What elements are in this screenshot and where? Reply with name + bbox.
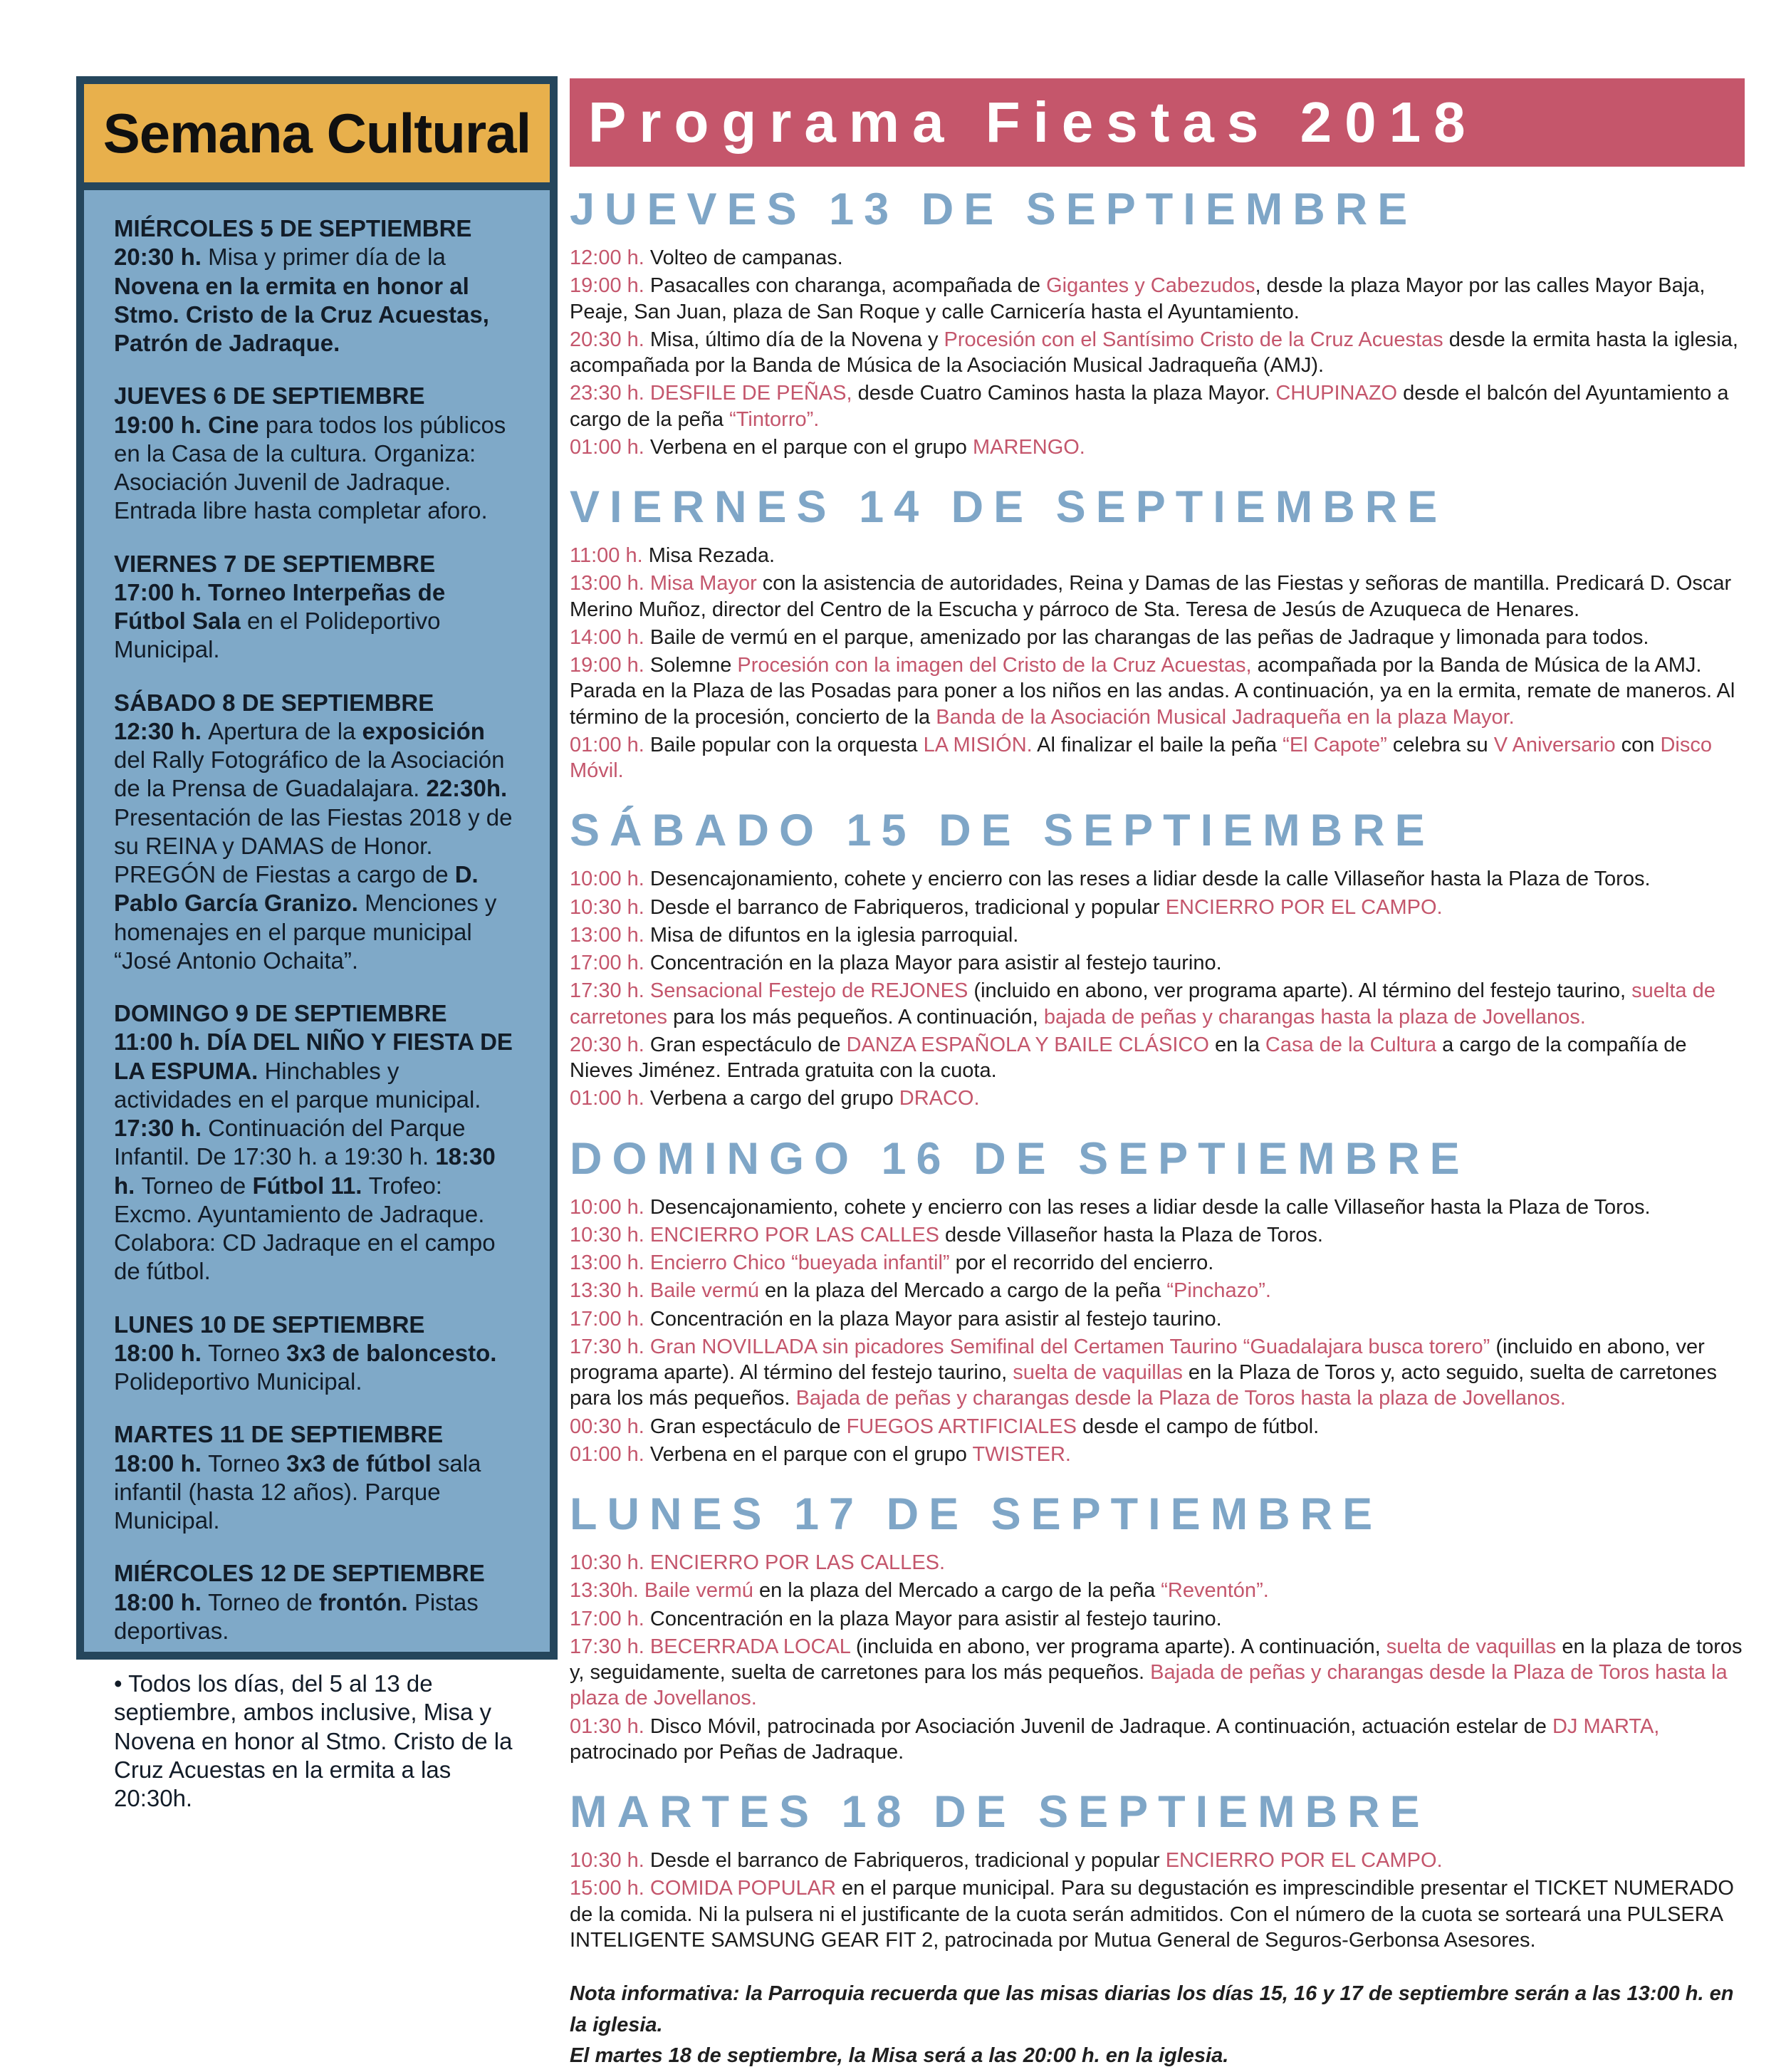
text-segment: Gigantes y Cabezudos (1046, 274, 1255, 298)
text-segment: DJ MARTA, (1552, 1714, 1660, 1738)
event-row (570, 273, 1745, 325)
note-line: Nota informativa: la Parroquia recuerda que las misas diarias los días 15, 16 y 17 de septiembre serán a las 13:00 h. en la iglesia. (570, 1982, 1734, 2036)
text-segment: 22:30h. (426, 775, 508, 802)
event-time: 19:00 h. Cine (114, 411, 266, 438)
text-segment: • Todos los días, del 5 al 13 de septiembre, ambos inclusive, Misa y Novena en honor al Stmo. Cristo de la Cruz Acuestas en la ermita a las 20:30h. (114, 1670, 513, 1811)
sidebar-entry (114, 214, 521, 358)
event-row (570, 543, 1745, 568)
sidebar-entry (114, 689, 521, 976)
event-time: 10:30 h. ENCIERRO POR LAS CALLES. (570, 1551, 946, 1574)
text-segment: V Aniversario (1493, 733, 1616, 756)
text-segment: en la (1208, 1033, 1265, 1056)
event-row (570, 571, 1745, 623)
event-time: 11:00 h. DÍA DEL NIÑO Y FIESTA DE LA ESPUMA. (114, 1029, 513, 1084)
event-time: 20:30 h. (114, 244, 209, 271)
event-time: 18:00 h. (114, 1588, 209, 1615)
event-row (570, 1032, 1745, 1084)
event-row (570, 922, 1745, 948)
event-row (570, 1606, 1745, 1632)
text-segment: del Rally Fotográfico de la Asociación de la Prensa de Guadalajara. (114, 746, 505, 802)
text-segment: a cargo de la compañía de Nieves Jiménez. Entrada gratuita con la cuota. (570, 1033, 1687, 1082)
text-segment: desde Villaseñor hasta la Plaza de Toros. (939, 1223, 1323, 1246)
text-segment: Misa y primer día de la (208, 244, 446, 271)
text-segment: Baile popular con la orquesta (644, 733, 924, 756)
text-segment: sala infantil (hasta 12 años). Parque Municipal. (114, 1449, 481, 1534)
text-segment: con la asistencia de autoridades, Reina y Damas de las Fiestas y señoras de mantilla. Predicará D. Oscar Merino Muñoz, director del Centro de la Escucha y párroco de Sta. Teresa de Jesús de Azuqueca de Henares. (570, 572, 1732, 621)
event-time: 12:00 h. (570, 246, 644, 269)
event-time: 13:00 h. Encierro Chico “bueyada infantil” (570, 1251, 950, 1274)
event-time: 01:00 h. (570, 435, 644, 459)
text-segment: Bajada de peñas y charangas desde la Plaza de Toros hasta la plaza de Jovellanos. (570, 1661, 1728, 1710)
event-time: 17:30 h. Gran NOVILLADA sin picadores Semifinal del Certamen Taurino “Guadalajara busca torero” (570, 1335, 1490, 1358)
cultural-week-sidebar (76, 76, 558, 1811)
event-row (570, 1306, 1745, 1332)
text-segment: LA MISIÓN. (923, 733, 1033, 756)
text-segment: D. Pablo García Granizo. (114, 861, 479, 917)
sidebar-entry-heading: MARTES 11 DE SEPTIEMBRE (114, 1421, 444, 1448)
event-time: 17:00 h. Torneo Interpeñas de Fútbol Sala (114, 578, 446, 634)
event-row (570, 866, 1745, 892)
text-segment: Misa, último día de la Novena y (644, 328, 944, 351)
text-segment: (incluido en abono, ver programa aparte). Al término del festejo taurino, (570, 1335, 1705, 1384)
text-segment: Torneo de (141, 1172, 253, 1199)
text-segment: Trofeo: Excmo. Ayuntamiento de Jadraque. Colabora: CD Jadraque en el campo de fútbol. (114, 1172, 496, 1285)
event-time: 17:30 h. Sensacional Festejo de REJONES (570, 979, 968, 1003)
text-segment: con (1615, 733, 1661, 756)
sidebar-entry-heading: DOMINGO 9 DE SEPTIEMBRE (114, 1000, 447, 1026)
event-time: 17:00 h. (570, 952, 644, 974)
event-row (570, 1634, 1745, 1712)
sidebar-entry-heading: SÁBADO 8 DE SEPTIEMBRE (114, 689, 434, 716)
text-segment: Volteo de campanas. (644, 246, 843, 269)
text-segment: “El Capote” (1283, 733, 1387, 756)
text-segment: 18:30 h. (114, 1143, 496, 1199)
sidebar-entry (114, 550, 521, 665)
event-time: 11:00 h. (570, 544, 643, 567)
text-segment: Torneo (208, 1449, 287, 1477)
text-segment: Misa Rezada. (642, 544, 775, 567)
text-segment: Procesión con la imagen del Cristo de la Cruz Acuestas, (737, 654, 1252, 677)
event-time: 14:00 h. (570, 625, 644, 649)
day-heading: VIERNES 14 DE SEPTIEMBRE (570, 482, 1448, 532)
text-segment: desde Cuatro Caminos hasta la plaza Mayor. (852, 382, 1276, 405)
text-segment: 3x3 de baloncesto. (286, 1339, 497, 1366)
text-segment: Bajada de peñas y charangas desde la Plaza de Toros hasta la plaza de Jovellanos. (795, 1387, 1566, 1410)
event-row (570, 327, 1745, 379)
event-row (570, 652, 1745, 730)
event-time: 10:00 h. (570, 868, 644, 891)
event-row (570, 380, 1745, 432)
text-segment: frontón. (319, 1588, 414, 1615)
text-segment: DANZA ESPAÑOLA Y BAILE CLÁSICO (846, 1033, 1209, 1056)
text-segment: “Pinchazo”. (1166, 1279, 1271, 1303)
text-segment: para todos los públicos en la Casa de la cultura. Organiza: Asociación Juvenil de Jadraque. Entrada libre hasta completar aforo. (114, 411, 506, 524)
text-segment: “Tintorro”. (729, 407, 820, 431)
text-segment: desde el campo de fútbol. (1076, 1415, 1320, 1438)
event-row (570, 950, 1745, 976)
sidebar-entry-text (114, 1449, 521, 1536)
text-segment: Menciones y homenajes en el parque municipal “José Antonio Ochaita”. (114, 890, 497, 974)
event-time: 18:00 h. (114, 1449, 209, 1477)
text-segment: (incluido en abono, ver programa aparte). Al término del festejo taurino, (968, 979, 1632, 1003)
day-heading: JUEVES 13 DE SEPTIEMBRE (570, 184, 1418, 234)
event-time: 10:30 h. (570, 895, 644, 919)
program-banner (570, 78, 1745, 167)
event-time: 17:00 h. (570, 1607, 644, 1630)
text-segment: suelta de vaquillas (1013, 1361, 1183, 1384)
text-segment: CHUPINAZO (1275, 382, 1398, 405)
event-row (570, 1578, 1745, 1603)
event-row (570, 895, 1745, 920)
event-row (570, 434, 1745, 460)
text-segment: TWISTER. (972, 1442, 1071, 1466)
event-row (570, 978, 1745, 1030)
event-time: 00:30 h. (570, 1415, 644, 1438)
text-segment: Gran espectáculo de (644, 1033, 847, 1056)
text-segment: Concentración en la plaza Mayor para asistir al festejo taurino. (644, 952, 1222, 974)
text-segment: Baile de vermú en el parque, amenizado por las charangas de las peñas de Jadraque y limonada para todos. (644, 625, 1649, 649)
text-segment: 17:30 h. (114, 1115, 209, 1141)
event-time: 13:30 h. Baile vermú (570, 1279, 759, 1303)
event-time: 13:00 h. Misa Mayor (570, 572, 757, 595)
text-segment: Desencajonamiento, cohete y encierro con las reses a lidiar desde la calle Villaseñor hasta la Plaza de Toros. (644, 868, 1651, 891)
sidebar-entry (114, 999, 521, 1286)
text-segment: Concentración en la plaza Mayor para asistir al festejo taurino. (644, 1307, 1222, 1331)
event-row (570, 1848, 1745, 1873)
event-time: 19:00 h. (570, 274, 644, 298)
event-row (570, 1875, 1745, 1953)
event-row (570, 1250, 1745, 1276)
event-row (570, 1086, 1745, 1111)
program-sections (570, 184, 1745, 1953)
day-heading: LUNES 17 DE SEPTIEMBRE (570, 1489, 1383, 1539)
sidebar-entry-text (114, 1339, 521, 1397)
text-segment: desde el balcón del Ayuntamiento a cargo de la peña (570, 382, 1729, 431)
text-segment: suelta de vaquillas (1386, 1635, 1557, 1658)
sidebar-entry-text (114, 717, 521, 975)
text-segment: Fútbol 11. (252, 1172, 369, 1199)
sidebar-entry-heading: JUEVES 6 DE SEPTIEMBRE (114, 382, 425, 410)
text-segment: para los más pequeños. A continuación, (667, 1005, 1044, 1029)
text-segment: Disco Móvil. (570, 733, 1712, 782)
text-segment: en el parque municipal. Para su degustación es imprescindible presentar el TICKET NUMERADO de la comida. Ni la pulsera ni el justificante de la cuota serán admitidos. Con el número de la cuota se sorteará una PULSERA INTELIGENTE SAMSUNG GEAR FIT 2, patrocinada por Mutua General de Seguros-Gerbonsa Asesores. (570, 1877, 1734, 1952)
text-segment: Gran espectáculo de (644, 1415, 847, 1438)
event-time: 19:00 h. (570, 654, 644, 677)
sidebar-entry (114, 1670, 521, 1813)
text-segment: FUEGOS ARTIFICIALES (846, 1415, 1077, 1438)
text-segment: en la plaza del Mercado a cargo de la peña (758, 1279, 1167, 1303)
text-segment: Pistas deportivas. (114, 1588, 479, 1644)
program-column (570, 78, 1745, 2072)
event-time: 01:00 h. (570, 1087, 644, 1110)
text-segment: en la plaza del Mercado a cargo de la peña (753, 1579, 1161, 1603)
text-segment: Verbena en el parque con el grupo (644, 1442, 973, 1466)
text-segment: celebra su (1386, 733, 1494, 756)
day-heading: SÁBADO 15 DE SEPTIEMBRE (570, 806, 1435, 856)
event-time: 01:00 h. (570, 733, 644, 756)
sidebar-entry-text (114, 243, 521, 358)
event-time: 01:00 h. (570, 1442, 644, 1466)
text-segment: Torneo (208, 1339, 287, 1366)
event-time: 15:00 h. COMIDA POPULAR (570, 1877, 836, 1900)
event-time: 12:30 h. (114, 717, 209, 744)
text-segment: Procesión con el Santísimo Cristo de la Cruz Acuestas (944, 328, 1443, 351)
event-row (570, 1714, 1745, 1766)
event-time: 10:30 h. (570, 1849, 644, 1872)
sidebar-entry-text (114, 1588, 521, 1646)
text-segment: Solemne (644, 654, 738, 677)
text-segment: bajada de peñas y charangas hasta la plaza de Jovellanos. (1043, 1005, 1586, 1029)
event-time: 20:30 h. (570, 328, 644, 351)
text-segment: en el Polideportivo Municipal. (114, 608, 441, 663)
event-time: 01:30 h. (570, 1714, 644, 1738)
text-segment: Desde el barranco de Fabriqueros, tradicional y popular (644, 1849, 1166, 1872)
sidebar-entry (114, 382, 521, 525)
event-row (570, 1222, 1745, 1248)
text-segment: Desencajonamiento, cohete y encierro con las reses a lidiar desde la calle Villaseñor hasta la Plaza de Toros. (644, 1195, 1651, 1219)
sidebar-entry-heading: MIÉRCOLES 12 DE SEPTIEMBRE (114, 1560, 485, 1587)
text-segment: en la plaza de toros y, seguidamente, suelta de carretones para los más pequeños. (570, 1635, 1743, 1684)
event-row (570, 1442, 1745, 1467)
text-segment: Disco Móvil, patrocinada por Asociación Juvenil de Jadraque. A continuación, actuación estelar de (644, 1714, 1552, 1738)
text-segment: Concentración en la plaza Mayor para asistir al festejo taurino. (644, 1607, 1222, 1630)
text-segment: Verbena en el parque con el grupo (644, 435, 973, 459)
text-segment: Presentación de las Fiestas 2018 y de su REINA y DAMAS de Honor. PREGÓN de Fiestas a cargo de (114, 803, 513, 887)
text-segment: Hinchables y actividades en el parque municipal. (114, 1057, 481, 1113)
text-segment: DRACO. (899, 1087, 980, 1110)
text-segment: Polideportivo Municipal. (114, 1368, 362, 1395)
event-row (570, 245, 1745, 271)
event-row (570, 1550, 1745, 1576)
event-time: 18:00 h. (114, 1339, 209, 1366)
event-time: 13:30h. Baile vermú (570, 1579, 753, 1603)
program-title: Programa Fiestas 2018 (588, 90, 1478, 154)
sidebar-header (84, 84, 550, 190)
sidebar-entry-text (114, 1028, 521, 1286)
sidebar-body (84, 190, 550, 1851)
text-segment: Banda de la Asociación Musical Jadraqueña en la plaza Mayor. (936, 705, 1515, 729)
event-time: 17:30 h. BECERRADA LOCAL (570, 1635, 850, 1658)
event-row (570, 1414, 1745, 1440)
informative-note (570, 1979, 1745, 2072)
day-heading: MARTES 18 DE SEPTIEMBRE (570, 1787, 1430, 1837)
text-segment: Novena en la ermita en honor al Stmo. Cristo de la Cruz Acuestas, Patrón de Jadraque. (114, 272, 489, 356)
event-row (570, 1194, 1745, 1220)
text-segment: Casa de la Cultura (1265, 1033, 1437, 1056)
text-segment: Torneo de (208, 1588, 320, 1615)
event-time: 23:30 h. DESFILE DE PEÑAS, (570, 382, 852, 405)
text-segment: por el recorrido del encierro. (949, 1251, 1214, 1274)
sidebar-entry-text (114, 578, 521, 665)
text-segment: acompañada por la Banda de Música de la AMJ. Parada en la Plaza de las Posadas para poner a los niños en las andas. A continuación, ya en la ermita, remate de maneros. Al término de la procesión, concierto de la (570, 654, 1735, 729)
note-line: El martes 18 de septiembre, la Misa será a las 20:00 h. en la iglesia. (570, 2044, 1229, 2067)
text-segment: Continuación del Parque Infantil. De 17:30 h. a 19:30 h. (114, 1115, 466, 1170)
text-segment: Desde el barranco de Fabriqueros, tradicional y popular (644, 895, 1166, 919)
text-segment: ENCIERRO POR EL CAMPO. (1165, 1849, 1443, 1872)
text-segment: suelta de carretones (570, 979, 1715, 1029)
event-time: 20:30 h. (570, 1033, 644, 1056)
sidebar-entry (114, 1559, 521, 1645)
event-time: 17:00 h. (570, 1307, 644, 1331)
text-segment: desde la ermita hasta la iglesia, acompañada por la Banda de Música de la Asociación Musical Jadraqueña (AMJ). (570, 328, 1738, 377)
sidebar-entry-text (114, 411, 521, 526)
text-segment: Verbena a cargo del grupo (644, 1087, 899, 1110)
event-row (570, 625, 1745, 650)
text-segment: 3x3 de fútbol (286, 1449, 438, 1477)
event-row (570, 1278, 1745, 1303)
text-segment: exposición (362, 717, 485, 744)
sidebar-title: Semana Cultural (103, 101, 531, 165)
event-row (570, 1334, 1745, 1412)
event-time: 10:00 h. (570, 1195, 644, 1219)
text-segment: “Reventón”. (1161, 1579, 1269, 1603)
sidebar-entry-text (114, 1670, 521, 1813)
event-time: 13:00 h. (570, 923, 644, 947)
event-row (570, 732, 1745, 784)
event-time: 10:30 h. ENCIERRO POR LAS CALLES (570, 1223, 939, 1246)
text-segment: (incluida en abono, ver programa aparte). A continuación, (850, 1635, 1386, 1658)
sidebar-entry-heading: MIÉRCOLES 5 DE SEPTIEMBRE (114, 215, 472, 241)
text-segment: Pasacalles con charanga, acompañada de (644, 274, 1047, 298)
text-segment: ENCIERRO POR EL CAMPO. (1165, 895, 1443, 919)
sidebar-entry (114, 1420, 521, 1535)
text-segment: Apertura de la (208, 717, 362, 744)
text-segment: Misa de difuntos en la iglesia parroquial. (644, 923, 1019, 947)
sidebar-entry (114, 1311, 521, 1397)
text-segment: MARENGO. (972, 435, 1085, 459)
text-segment: , desde la plaza Mayor por las calles Mayor Baja, Peaje, San Juan, plaza de San Roque y calle Carnicería hasta el Ayuntamiento. (570, 274, 1706, 323)
text-segment: patrocinado por Peñas de Jadraque. (570, 1740, 904, 1764)
text-segment: en la Plaza de Toros y, acto seguido, suelta de carretones para los más pequeños. (570, 1361, 1717, 1410)
text-segment: Al finalizar el baile la peña (1032, 733, 1283, 756)
sidebar-entry-heading: LUNES 10 DE SEPTIEMBRE (114, 1311, 425, 1338)
sidebar-entry-heading: VIERNES 7 DE SEPTIEMBRE (114, 550, 436, 577)
day-heading: DOMINGO 16 DE SEPTIEMBRE (570, 1133, 1470, 1184)
